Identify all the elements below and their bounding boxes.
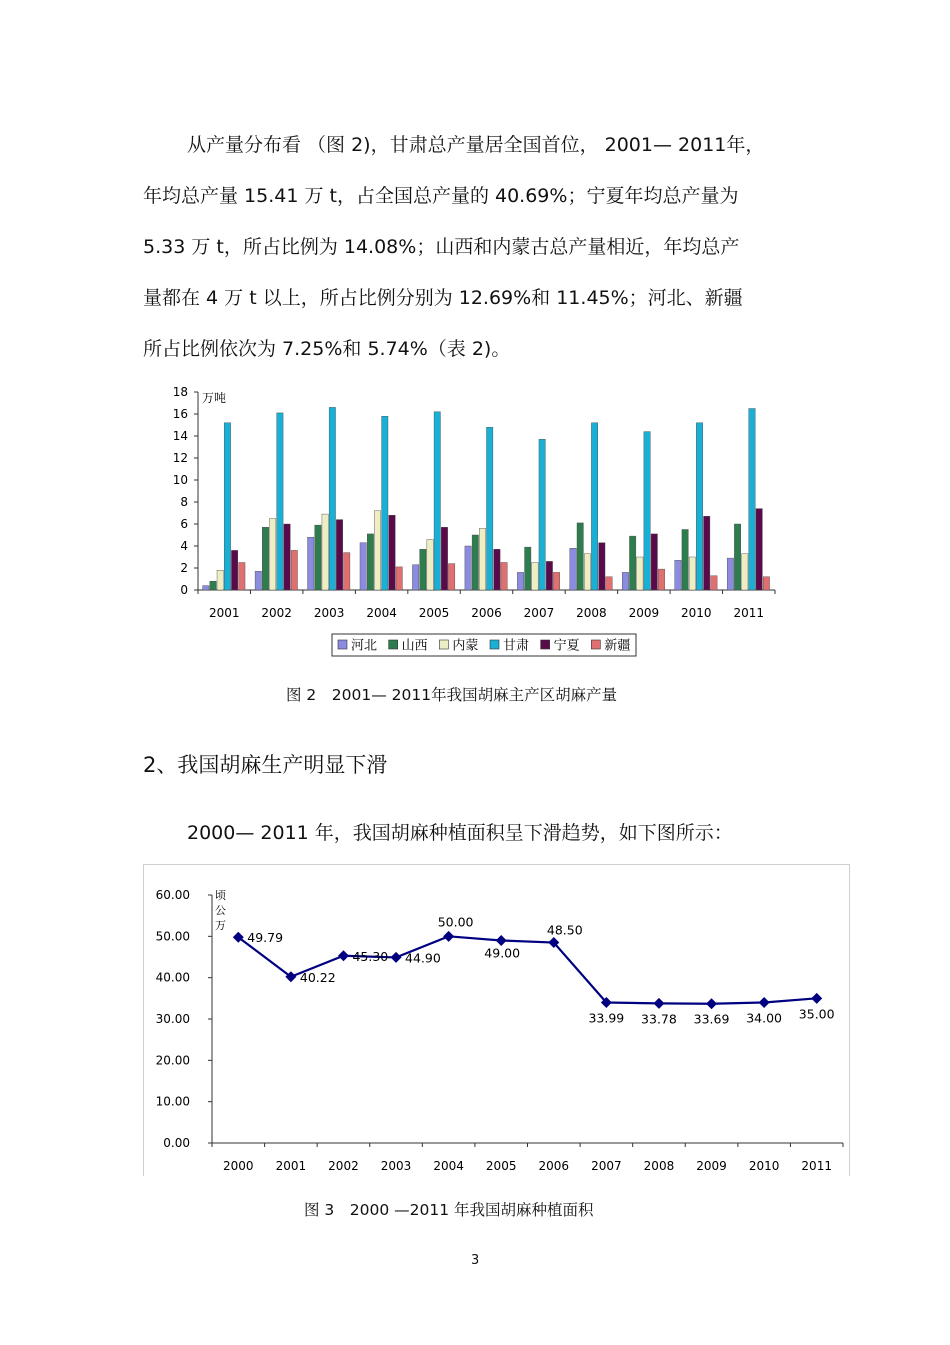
y-tick-label: 12 bbox=[172, 451, 188, 465]
x-tick-label: 2007 bbox=[591, 1159, 622, 1173]
bar bbox=[472, 535, 478, 590]
bar bbox=[727, 558, 733, 590]
bar bbox=[756, 509, 762, 590]
bar bbox=[322, 514, 328, 590]
y-tick-label: 10 bbox=[172, 473, 188, 487]
bar bbox=[441, 527, 447, 590]
paragraph-line: 5.33 万 t，所占比例为 14.08%；山西和内蒙古总产量相近，年均总产 bbox=[143, 236, 740, 258]
paragraph-line: 年均总产量 15.41 万 t，占全国总产量的 40.69%；宁夏年均总产量为 bbox=[143, 185, 739, 207]
data-label: 50.00 bbox=[437, 914, 474, 930]
bar bbox=[651, 534, 657, 590]
bar bbox=[217, 570, 223, 590]
y-tick-label: 6 bbox=[180, 517, 188, 531]
bar bbox=[606, 577, 612, 590]
bar bbox=[336, 520, 342, 590]
area-line-chart bbox=[143, 864, 850, 1176]
bar bbox=[517, 572, 523, 590]
bar bbox=[239, 563, 245, 591]
legend-label: 河北 bbox=[351, 638, 378, 654]
x-tick-label: 2009 bbox=[628, 606, 660, 620]
data-label: 33.69 bbox=[693, 1011, 730, 1027]
bar bbox=[255, 571, 261, 590]
y-axis-unit: 公 bbox=[215, 904, 226, 917]
bar bbox=[315, 525, 321, 590]
x-tick-label: 2006 bbox=[538, 1159, 570, 1173]
bar bbox=[591, 423, 597, 590]
x-tick-label: 2008 bbox=[576, 606, 607, 620]
bar bbox=[427, 539, 433, 590]
bar bbox=[658, 569, 664, 590]
bar bbox=[682, 530, 688, 591]
legend-swatch bbox=[591, 640, 600, 649]
bar bbox=[262, 527, 268, 590]
y-tick-label: 50.00 bbox=[155, 929, 190, 944]
y-tick-label: 18 bbox=[172, 385, 188, 399]
bar bbox=[374, 511, 380, 590]
bar bbox=[637, 557, 643, 590]
x-tick-label: 2008 bbox=[643, 1159, 675, 1173]
y-axis-unit: 顷 bbox=[215, 889, 226, 902]
bar bbox=[291, 550, 297, 590]
bar bbox=[360, 543, 366, 590]
bar bbox=[367, 534, 373, 590]
data-label: 34.00 bbox=[746, 1010, 783, 1026]
bar bbox=[553, 572, 559, 590]
y-axis-unit: 万吨 bbox=[202, 391, 227, 405]
legend-swatch bbox=[490, 640, 499, 649]
bar bbox=[203, 586, 209, 590]
y-tick-label: 30.00 bbox=[155, 1012, 190, 1026]
legend-swatch bbox=[389, 640, 398, 649]
figure3-caption: 图 3 2000 —2011 年我国胡麻种植面积 bbox=[304, 1201, 594, 1219]
bar bbox=[696, 423, 702, 590]
x-tick-label: 2001 bbox=[275, 1159, 307, 1173]
data-label: 33.99 bbox=[588, 1010, 625, 1026]
bar bbox=[704, 516, 710, 590]
bar bbox=[622, 572, 628, 590]
y-tick-label: 60.00 bbox=[155, 888, 190, 902]
y-tick-label: 14 bbox=[172, 429, 188, 443]
legend-label: 内蒙 bbox=[452, 638, 479, 654]
bar bbox=[577, 523, 583, 590]
bar bbox=[742, 554, 748, 590]
bar bbox=[525, 547, 531, 590]
bar bbox=[487, 427, 493, 590]
bar bbox=[269, 519, 275, 591]
bar bbox=[448, 564, 454, 590]
data-point bbox=[706, 998, 717, 1009]
bar bbox=[494, 549, 500, 590]
data-label: 45.30 bbox=[352, 948, 389, 964]
x-tick-label: 2011 bbox=[801, 1159, 832, 1173]
y-tick-label: 20.00 bbox=[155, 1053, 190, 1068]
x-tick-label: 2002 bbox=[328, 1159, 359, 1173]
y-tick-label: 8 bbox=[180, 495, 188, 509]
x-tick-label: 2009 bbox=[696, 1159, 727, 1173]
bar bbox=[284, 524, 290, 590]
bar bbox=[675, 560, 681, 590]
bar bbox=[465, 546, 471, 590]
x-tick-label: 2002 bbox=[261, 606, 292, 620]
y-tick-label: 40.00 bbox=[155, 970, 190, 985]
data-point bbox=[443, 931, 454, 942]
bar bbox=[546, 561, 552, 590]
bar bbox=[434, 412, 440, 590]
bar bbox=[396, 567, 402, 590]
legend-swatch bbox=[338, 640, 347, 649]
x-tick-label: 2011 bbox=[733, 606, 765, 620]
x-tick-label: 2006 bbox=[471, 606, 502, 620]
x-tick-label: 2004 bbox=[366, 606, 397, 620]
x-tick-label: 2007 bbox=[523, 606, 555, 620]
bar bbox=[329, 407, 335, 590]
bar bbox=[344, 553, 350, 590]
y-tick-label: 2 bbox=[180, 561, 188, 575]
data-label: 49.00 bbox=[484, 945, 521, 961]
y-tick-label: 0.00 bbox=[163, 1136, 190, 1150]
bar bbox=[539, 439, 545, 590]
bar bbox=[308, 537, 314, 590]
y-axis-unit: 万 bbox=[215, 919, 226, 932]
bar bbox=[501, 563, 507, 591]
bar bbox=[763, 577, 769, 590]
y-tick-label: 4 bbox=[180, 539, 188, 553]
paragraph-line: 从产量分布看 （图 2)，甘肃总产量居全国首位， 2001— 2011年， bbox=[187, 134, 765, 156]
section-heading: 2、我国胡麻生产明显下滑 bbox=[143, 753, 388, 777]
x-tick-label: 2004 bbox=[433, 1159, 464, 1173]
data-point bbox=[338, 950, 349, 961]
bar bbox=[479, 528, 485, 590]
bar bbox=[629, 536, 635, 590]
x-tick-label: 2001 bbox=[208, 606, 240, 620]
legend-swatch bbox=[541, 640, 550, 649]
x-tick-label: 2003 bbox=[380, 1159, 412, 1173]
x-tick-label: 2010 bbox=[681, 606, 712, 620]
data-label: 49.79 bbox=[247, 930, 284, 946]
data-label: 33.78 bbox=[641, 1011, 677, 1027]
x-tick-label: 2005 bbox=[418, 606, 450, 620]
y-tick-label: 0 bbox=[180, 583, 188, 597]
legend-box bbox=[332, 634, 636, 656]
bar bbox=[584, 554, 590, 590]
bar bbox=[389, 515, 395, 590]
data-label: 44.90 bbox=[405, 950, 441, 966]
legend-label: 甘肃 bbox=[503, 638, 530, 654]
bar bbox=[689, 557, 695, 590]
data-point bbox=[653, 998, 664, 1009]
legend-label: 宁夏 bbox=[553, 638, 580, 654]
bar bbox=[734, 524, 740, 590]
data-point bbox=[759, 997, 770, 1008]
legend-label: 新疆 bbox=[604, 638, 631, 654]
bar bbox=[532, 563, 538, 591]
bar bbox=[711, 576, 717, 590]
paragraph-line: 所占比例依次为 7.25%和 5.74%（表 2)。 bbox=[143, 338, 511, 360]
bar bbox=[277, 413, 283, 590]
bar bbox=[644, 432, 650, 590]
production-bar-chart bbox=[150, 378, 790, 663]
bar bbox=[749, 409, 755, 591]
bar bbox=[224, 423, 230, 590]
legend-label: 山西 bbox=[401, 638, 428, 654]
production-paragraph bbox=[143, 120, 823, 375]
bar bbox=[382, 416, 388, 590]
legend-swatch bbox=[439, 640, 448, 649]
bar bbox=[570, 548, 576, 590]
intro-text: 2000— 2011 年，我国胡麻种植面积呈下滑趋势，如下图所示： bbox=[187, 822, 733, 844]
figure2-caption: 图 2 2001— 2011年我国胡麻主产区胡麻产量 bbox=[286, 686, 618, 704]
x-tick-label: 2003 bbox=[313, 606, 345, 620]
bar bbox=[412, 565, 418, 590]
data-label: 40.22 bbox=[299, 969, 336, 985]
x-tick-label: 2005 bbox=[485, 1159, 517, 1173]
page-number: 3 bbox=[471, 1253, 480, 1268]
y-tick-label: 10.00 bbox=[155, 1094, 190, 1109]
bar bbox=[231, 550, 237, 590]
x-tick-label: 2000 bbox=[223, 1159, 254, 1173]
data-point bbox=[811, 993, 822, 1004]
data-label: 48.50 bbox=[546, 922, 583, 938]
bar bbox=[599, 543, 605, 590]
bar bbox=[420, 549, 426, 590]
paragraph-line: 量都在 4 万 t 以上，所占比例分别为 12.69%和 11.45%；河北、新疆 bbox=[143, 287, 743, 309]
data-label: 35.00 bbox=[798, 1006, 835, 1022]
bar bbox=[210, 581, 216, 590]
data-point bbox=[391, 952, 402, 963]
y-tick-label: 16 bbox=[172, 407, 188, 421]
data-point bbox=[496, 935, 507, 946]
x-tick-label: 2010 bbox=[748, 1159, 780, 1173]
